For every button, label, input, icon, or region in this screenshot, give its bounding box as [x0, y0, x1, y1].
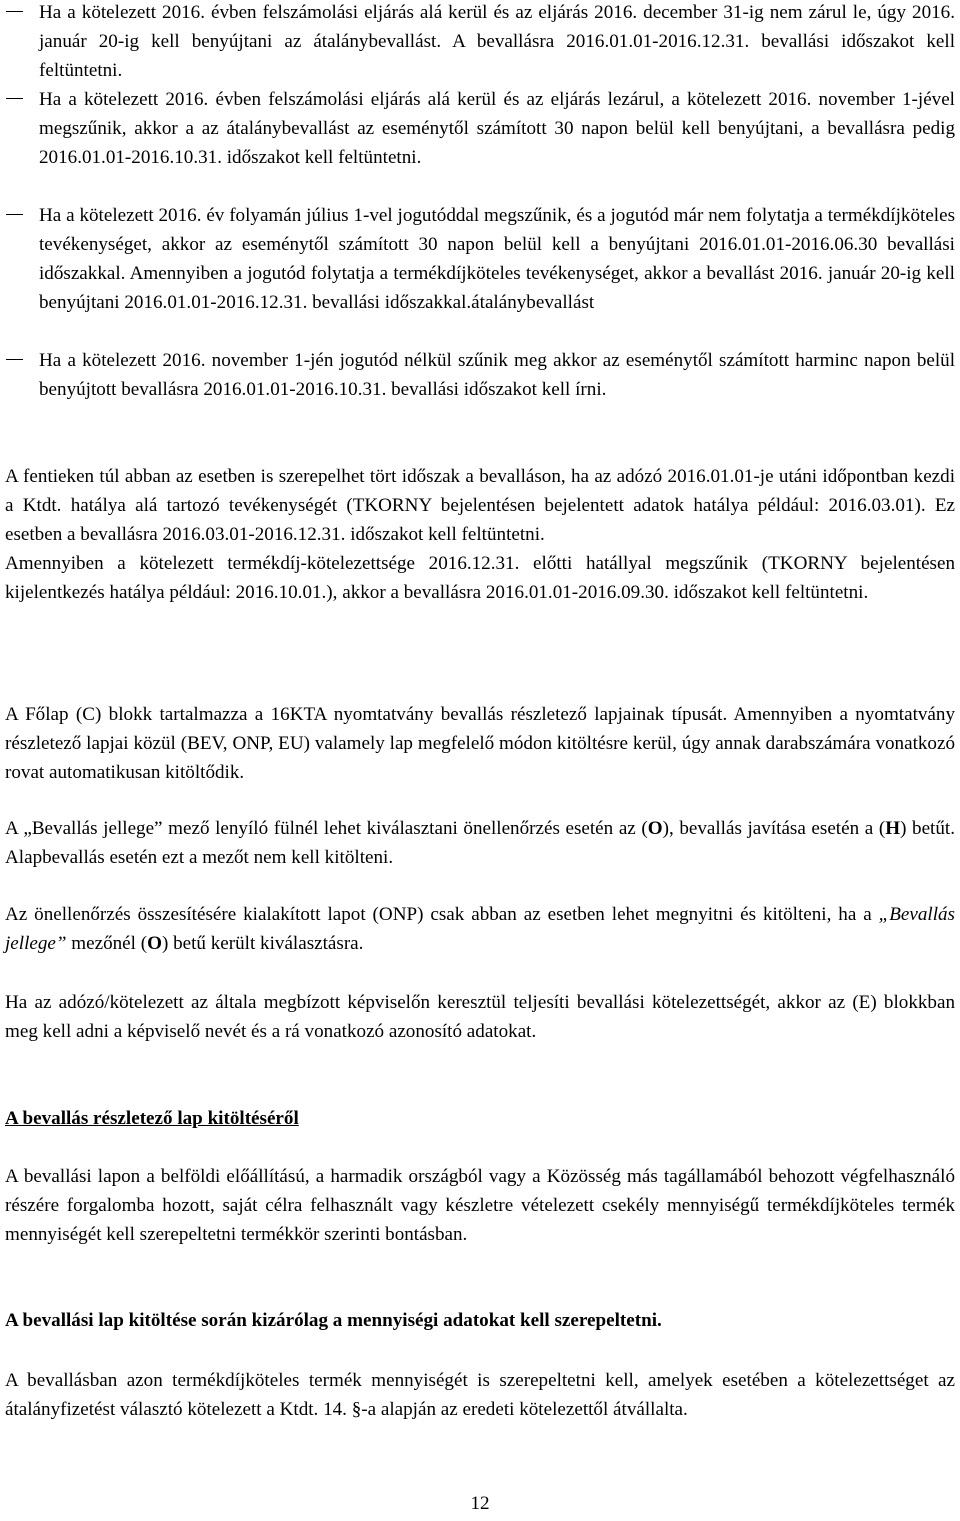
section-heading: A bevallás részletező lap kitöltéséről	[5, 1108, 299, 1129]
paragraph: Amennyiben a kötelezett termékdíj-kötelezettsége 2016.12.31. előtti hatállyal megszűnik (TKORNY bejelentésen kijelentkezés hatálya például: 2016.10.01.), akkor a bevallásra 2016.01.01-2016.09.30. időszakot kell feltüntetni.	[5, 553, 955, 603]
paragraph-block-1	[5, 462, 955, 607]
page-number: 12	[470, 1493, 490, 1514]
list-item-text: Ha a kötelezett 2016. évben felszámolási eljárás alá kerül és az eljárás 2016. december 31-ig nem zárul le, úgy 2016. január 20-ig kell benyújtani az átalánybevallást. A bevallásra 2016.01.01-2016.12.31. bevallási időszakot kell feltüntetni.	[39, 2, 955, 81]
dash-bullet	[6, 11, 23, 12]
paragraph-block-6	[5, 1162, 955, 1249]
bold-run: O	[647, 818, 663, 839]
text-run: Az önellenőrzés összesítésére kialakított lapot (ONP) csak abban az esetben lehet megnyitni és kitölteni, ha a	[5, 904, 879, 925]
text-run: mezőnél (	[66, 933, 148, 954]
list-item	[0, 0, 955, 85]
paragraph: A bevallási lapon a belföldi előállítású, a harmadik országból vagy a Közösség más tagállamából behozott végfelhasználó részére forgalomba hozott, saját célra felhasznált vagy készletre vételezett csekély mennyiségű termékdíjköteles termék mennyiségét kell szerepeltetni termékkör szerinti bontásban.	[5, 1166, 955, 1245]
paragraph-block-2	[5, 700, 955, 787]
list-item	[0, 201, 955, 317]
section-heading-block	[5, 1104, 955, 1133]
list-item-text: Ha a kötelezett 2016. évben felszámolási eljárás alá kerül és az eljárás lezárul, a kötelezett 2016. november 1-jével megszűnik, akkor a az átalánybevallást az eseménytől számított 30 napon belül kell benyújtani, a bevallásra pedig 2016.01.01-2016.10.31. időszakot kell feltüntetni.	[39, 89, 955, 168]
text-run: ), bevallás javítása esetén a (	[662, 818, 886, 839]
list-item-text: Ha a kötelezett 2016. november 1-jén jogutód nélkül szűnik meg akkor az eseménytől számított harminc napon belül benyújtott bevallásra 2016.01.01-2016.10.31. bevallási időszakot kell írni.	[39, 350, 955, 400]
italic-run: „Bevallás jellege”	[5, 904, 955, 954]
paragraph-block-5	[5, 988, 955, 1046]
dash-bullet	[6, 214, 23, 215]
bold-run: H	[885, 818, 901, 839]
paragraph	[5, 900, 955, 958]
text-run: ) betűt. Alapbevallás esetén ezt a mezőt nem kell kitölteni.	[5, 818, 955, 868]
dash-bullet	[6, 359, 23, 360]
bold-statement-block	[5, 1306, 955, 1335]
paragraph: A fentieken túl abban az esetben is szerepelhet tört időszak a bevalláson, ha az adózó 2016.01.01-je utáni időpontban kezdi a Ktdt. hatálya alá tartozó tevékenységét (TKORNY bejelentésen bejelentett adatok hatálya például: 2016.03.01). Ez esetben a bevallásra 2016.03.01-2016.12.31. időszakot kell feltüntetni.	[5, 466, 955, 545]
list-item	[0, 85, 955, 172]
paragraph-block-4	[5, 900, 955, 958]
list-item-text: Ha a kötelezett 2016. év folyamán július 1-vel jogutóddal megszűnik, és a jogutód már nem folytatja a termékdíjköteles tevékenységet, akkor az eseménytől számított 30 napon belül kell a benyújtani 2016.01.01-2016.06.30 bevallási időszakkal. Amennyiben a jogutód folytatja a termékdíjköteles tevékenységet, akkor a bevallást 2016. január 20-ig kell benyújtani 2016.01.01-2016.12.31. bevallási időszakkal.átalánybevallást	[39, 205, 955, 313]
dash-bullet	[6, 98, 23, 99]
text-run: A „Bevallás jellege” mező lenyíló fülnél lehet kiválasztani önellenőrzés esetén az (	[5, 818, 648, 839]
paragraph: A Főlap (C) blokk tartalmazza a 16KTA nyomtatvány bevallás részletező lapjainak típusát. Amennyiben a nyomtatvány részletező lapjai közül (BEV, ONP, EU) valamely lap megfelelő módon kitöltésre kerül, úgy annak darabszámára vonatkozó rovat automatikusan kitöltődik.	[5, 704, 955, 783]
text-run: ) betű került kiválasztásra.	[161, 933, 364, 954]
paragraph: Ha az adózó/kötelezett az általa megbízott képviselőn keresztül teljesíti bevallási kötelezettségét, akkor az (E) blokkban meg kell adni a képviselő nevét és a rá vonatkozó azonosító adatokat.	[5, 992, 955, 1042]
bold-run: O	[147, 933, 162, 954]
paragraph-block-7	[5, 1366, 955, 1424]
paragraph	[5, 814, 955, 872]
paragraph-block-3	[5, 814, 955, 872]
paragraph: A bevallásban azon termékdíjköteles termék mennyiségét is szerepeltetni kell, amelyek esetében a kötelezettséget az átalányfizetést választó kötelezett a Ktdt. 14. §-a alapján az eredeti kötelezettől átvállalta.	[5, 1370, 955, 1420]
list-item	[0, 346, 955, 404]
bold-statement: A bevallási lap kitöltése során kizárólag a mennyiségi adatokat kell szerepeltetni.	[5, 1310, 662, 1331]
